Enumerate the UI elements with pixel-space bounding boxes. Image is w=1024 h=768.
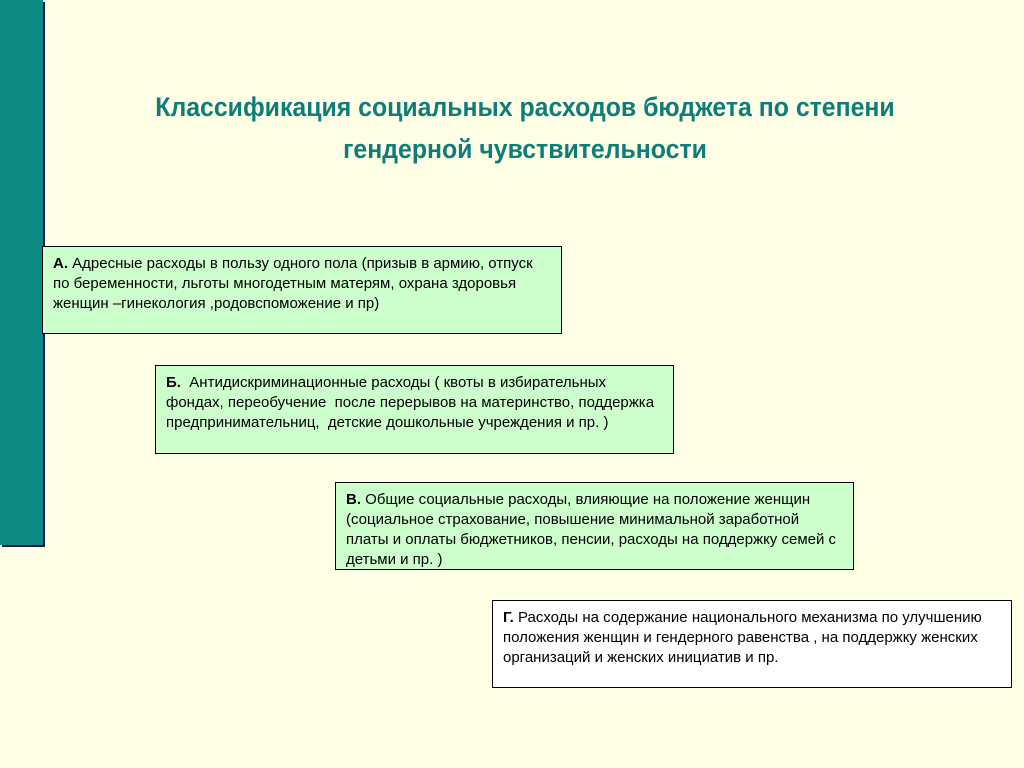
category-box-g xyxy=(492,600,1012,688)
slide-title xyxy=(116,86,935,170)
category-box-v xyxy=(335,482,854,570)
category-text-v: Общие социальные расходы, влияющие на положение женщин (социальное страхование, повышение минимальной заработной платы и оплаты бюджетников, пенсии, расходы на поддержку семей с детьми и пр. ) xyxy=(346,491,837,568)
category-letter-v: В. xyxy=(346,491,361,508)
category-letter-a: А. xyxy=(53,255,68,272)
category-letter-b: Б. xyxy=(166,374,181,391)
side-accent-bar xyxy=(0,0,43,545)
slide-title-line-2: гендерной чувствительности xyxy=(343,134,707,164)
category-text-g: Расходы на содержание национального механизма по улучшению положения женщин и гендерного равенства , на поддержку женских организаций и женских инициатив и пр. xyxy=(503,609,982,666)
category-text-b: Антидискриминационные расходы ( квоты в избирательных фондах, переобучение после перерывов на материнство, поддержка предпринимательниц, детские дошкольные учреждения и пр. ) xyxy=(166,374,659,431)
category-box-a xyxy=(42,246,562,334)
slide-title-line-1: Классификация социальных расходов бюджета по степени xyxy=(155,92,895,122)
category-box-b xyxy=(155,365,674,454)
category-text-a: Адресные расходы в пользу одного пола (призыв в армию, отпуск по беременности, льготы многодетным матерям, охрана здоровья женщин –гинекология ,родовспоможение и пр) xyxy=(53,255,533,312)
category-letter-g: Г. xyxy=(503,609,514,626)
